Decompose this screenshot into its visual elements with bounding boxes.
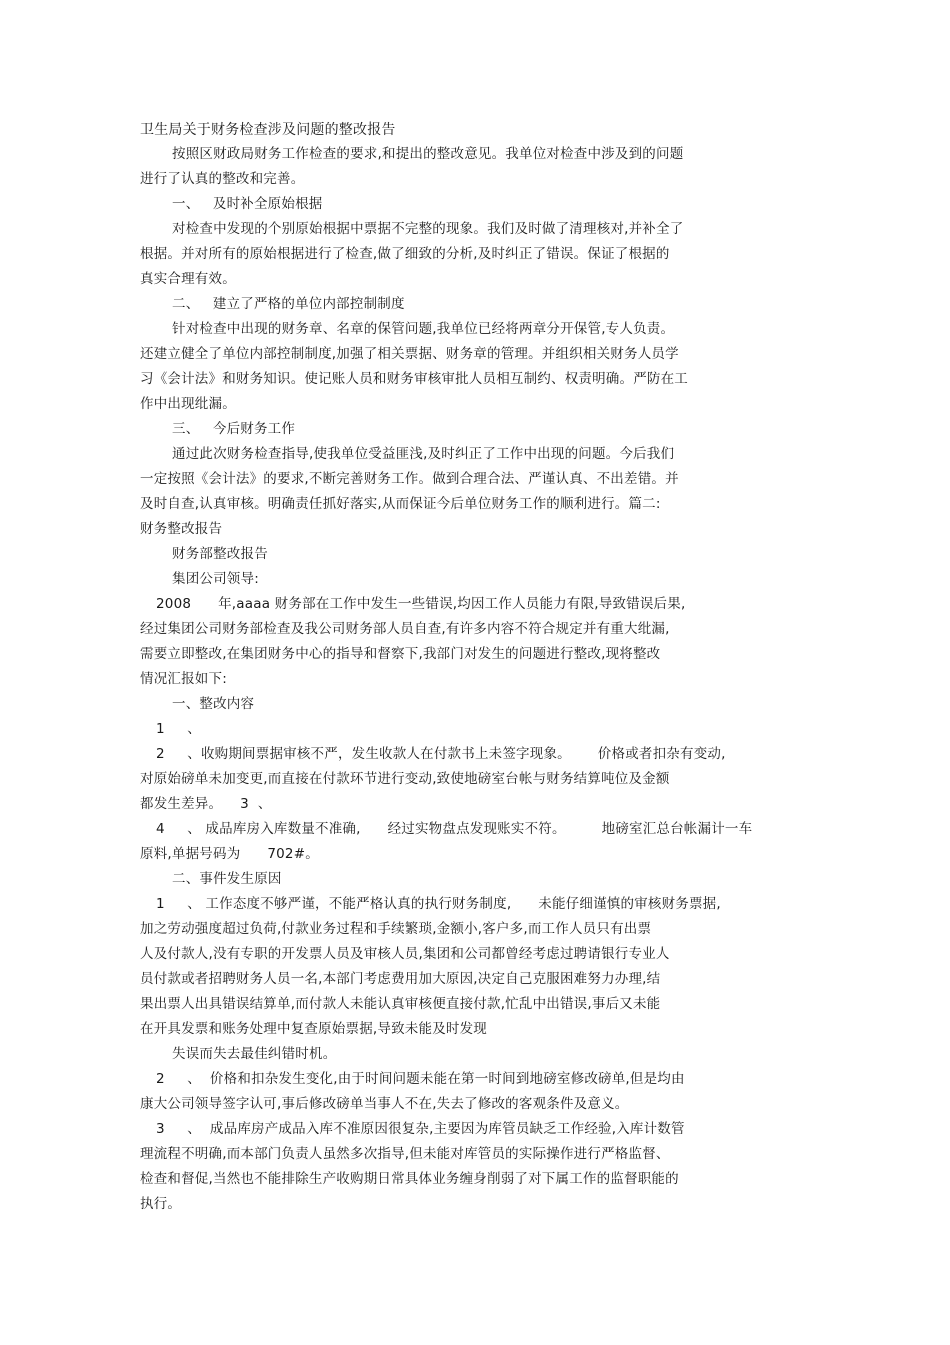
section-heading: 三、 今后财务工作: [172, 421, 296, 437]
text-line: 还建立健全了单位内部控制制度,加强了相关票据、财务章的管理。并组织相关财务人员学: [140, 346, 679, 362]
text-line: 习《会计法》和财务知识。使记账人员和财务审核审批人员相互制约、权责明确。严防在工: [140, 371, 688, 387]
text-line: 原料,单据号码为 702#。: [140, 846, 319, 862]
section-heading: 一、整改内容: [172, 696, 255, 712]
text-line: 财务整改报告: [140, 521, 223, 537]
text-line: 3 、 成品库房产成品入库不准原因很复杂,主要因为库管员缺乏工作经验,入库计数管: [156, 1121, 685, 1137]
text-line: 在开具发票和账务处理中复查原始票据,导致未能及时发现: [140, 1021, 487, 1037]
section-heading: 二、 建立了严格的单位内部控制制度: [172, 296, 405, 312]
text-line: 作中出现纰漏。: [140, 396, 236, 412]
section-heading: 二、事件发生原因: [172, 871, 282, 887]
text-line: 康大公司领导签字认可,事后修改磅单当事人不在,失去了修改的客观条件及意义。: [140, 1096, 629, 1112]
text-line: 检查和督促,当然也不能排除生产收购期日常具体业务缠身削弱了对下属工作的监督职能的: [140, 1171, 679, 1187]
text-line: 经过集团公司财务部检查及我公司财务部人员自查,有许多内容不符合规定并有重大纰漏,: [140, 621, 670, 637]
subtitle: 财务部整改报告: [172, 546, 268, 562]
text-line: 对检查中发现的个别原始根据中票据不完整的现象。我们及时做了清理核对,并补全了: [172, 221, 684, 237]
text-line: 2008 年,aaaa 财务部在工作中发生一些错误,均因工作人员能力有限,导致错误后果,: [156, 596, 686, 612]
text-line: 真实合理有效。: [140, 271, 236, 287]
text-line: 及时自查,认真审核。明确责任抓好落实,从而保证今后单位财务工作的顺利进行。篇二:: [140, 496, 661, 512]
text-line: 根据。并对所有的原始根据进行了检查,做了细致的分析,及时纠正了错误。保证了根据的: [140, 246, 670, 262]
text-line: 理流程不明确,而本部门负责人虽然多次指导,但未能对库管员的实际操作进行严格监督、: [140, 1146, 670, 1162]
text-line: 1 、: [156, 721, 201, 737]
section-heading: 一、 及时补全原始根据: [172, 196, 323, 212]
text-line: 果出票人出具错误结算单,而付款人未能认真审核便直接付款,忙乱中出错误,事后又未能: [140, 996, 661, 1012]
text-line: 人及付款人,没有专职的开发票人员及审核人员,集团和公司都曾经考虑过聘请银行专业人: [140, 946, 670, 962]
text-line: 情况汇报如下:: [140, 671, 227, 687]
text-line: 1 、 工作态度不够严谨，不能严格认真的执行财务制度, 未能仔细谨慎的审核财务票据,: [156, 896, 721, 912]
text-line: 一定按照《会计法》的要求,不断完善财务工作。做到合理合法、严谨认真、不出差错。并: [140, 471, 679, 487]
text-line: 员付款或者招聘财务人员一名,本部门考虑费用加大原因,决定自己克服困难努力办理,结: [140, 971, 661, 987]
text-line: 需要立即整改,在集团财务中心的指导和督察下,我部门对发生的问题进行整改,现将整改: [140, 646, 661, 662]
text-line: 加之劳动强度超过负荷,付款业务过程和手续繁琐,金额小,客户多,而工作人员只有出票: [140, 921, 652, 937]
document-title: 卫生局关于财务检查涉及问题的整改报告: [140, 122, 396, 138]
text-line: 按照区财政局财务工作检查的要求,和提出的整改意见。我单位对检查中涉及到的问题: [172, 146, 684, 162]
text-line: 2 、 价格和扣杂发生变化,由于时间问题未能在第一时间到地磅室修改磅单,但是均由: [156, 1071, 685, 1087]
text-line: 都发生差异。 3 、: [140, 796, 272, 812]
salutation: 集团公司领导:: [172, 571, 259, 587]
text-line: 2 、收购期间票据审核不严，发生收款人在付款书上未签字现象。 价格或者扣杂有变动,: [156, 746, 726, 762]
text-line: 执行。: [140, 1196, 182, 1212]
text-line: 失误而失去最佳纠错时机。: [172, 1046, 337, 1062]
text-line: 对原始磅单未加变更,而直接在付款环节进行变动,致使地磅室台帐与财务结算吨位及金额: [140, 771, 670, 787]
text-line: 进行了认真的整改和完善。: [140, 171, 305, 187]
text-line: 通过此次财务检查指导,使我单位受益匪浅,及时纠正了工作中出现的问题。今后我们: [172, 446, 675, 462]
text-line: 4 、 成品库房入库数量不准确, 经过实物盘点发现账实不符。 地磅室汇总台帐漏计一车: [156, 821, 753, 837]
text-line: 针对检查中出现的财务章、名章的保管问题,我单位已经将两章分开保管,专人负责。: [172, 321, 675, 337]
